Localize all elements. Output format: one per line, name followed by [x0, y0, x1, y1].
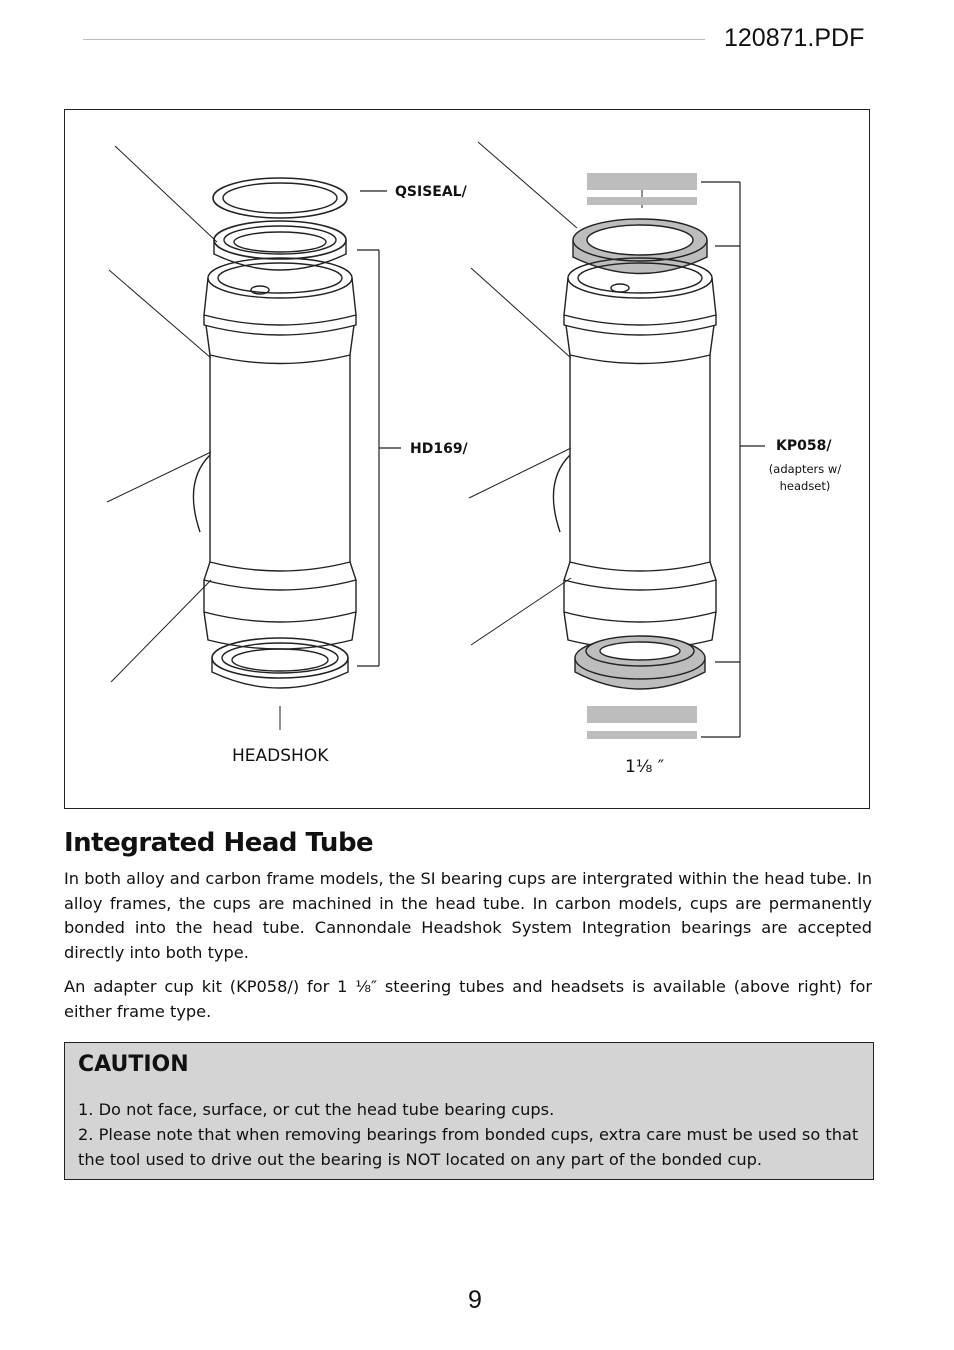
caution-item: 2. Please note that when removing bearings from bonded cups, extra care must be used so that the tool used to drive out the bearing is NOT located on any part of the bonded cup.	[78, 1125, 859, 1169]
head-tube-figure	[64, 109, 870, 809]
paragraph-adapter: An adapter cup kit (KP058/) for 1 ⅛″ steering tubes and headsets is available (above right) for either frame type.	[64, 977, 872, 1021]
kp058-note: (adapters w/ headset)	[768, 462, 842, 493]
headshok-assembly	[107, 146, 356, 730]
headset-placeholder-top-1	[587, 173, 697, 190]
head-tube-left	[193, 258, 356, 649]
document-id: 120871.PDF	[724, 24, 865, 52]
head-tube-right	[553, 258, 716, 649]
kp058-label: KP058/	[776, 438, 832, 454]
lower-adapter-cup	[575, 636, 705, 689]
hd169-bracket	[357, 250, 401, 666]
head-tube-diagram	[65, 110, 871, 810]
caution-box	[64, 1042, 874, 1180]
headshok-caption: HEADSHOK	[232, 746, 329, 766]
adapter-assembly	[469, 142, 716, 739]
paragraph-integrated: In both alloy and carbon frame models, the SI bearing cups are intergrated within the head tube. In alloy frames, the cups are machined in the head tube. In carbon models, cups are permanently bonded into the head tube. Cannondale Headshok System Integration bearings are accepted directly into both type.	[64, 869, 872, 962]
header-rule	[83, 39, 705, 40]
headset-placeholder-top-2	[587, 197, 697, 205]
caution-title: CAUTION	[78, 1052, 189, 1077]
headset-placeholder-bottom-2	[587, 731, 697, 739]
hd169-label: HD169/	[410, 441, 468, 457]
qsiseal-label: QSISEAL/	[395, 184, 467, 200]
headset-placeholder-bottom-1	[587, 706, 697, 723]
upper-adapter-cup	[573, 219, 707, 274]
one-and-eighth-caption: 1⅛ ″	[625, 757, 665, 777]
caution-item: 1. Do not face, surface, or cut the head tube bearing cups.	[78, 1100, 555, 1119]
section-title: Integrated Head Tube	[64, 828, 374, 858]
page-number: 9	[468, 1286, 482, 1314]
qsiseal-ring	[213, 178, 347, 218]
